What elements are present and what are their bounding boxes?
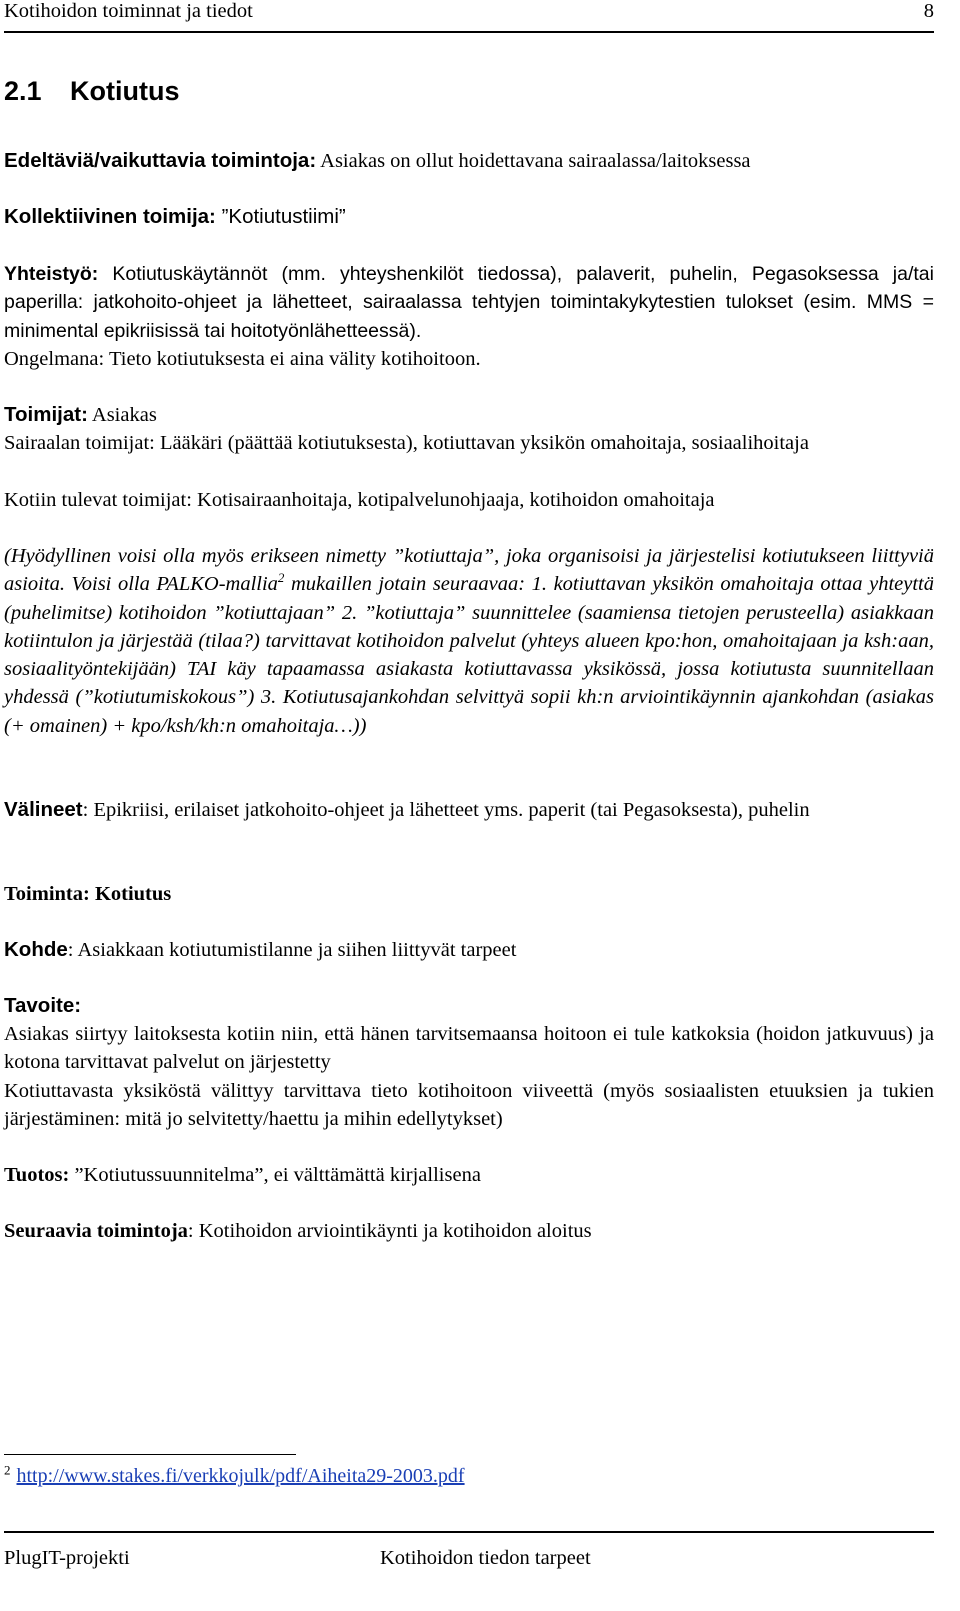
footnote-link[interactable]: http://www.stakes.fi/verkkojulk/pdf/Aiheita29-2003.pdf — [16, 1465, 465, 1487]
tuotos-paragraph — [4, 1161, 934, 1189]
tavoite-label: Tavoite: — [4, 994, 82, 1017]
yhteistyo-label: Yhteistyö: — [4, 263, 99, 285]
kohde-label: Kohde — [4, 938, 68, 961]
toimijat-text: Asiakas — [87, 404, 157, 426]
section-number: 2.1 — [4, 76, 42, 106]
tavoite-label-line — [4, 992, 934, 1020]
tuotos-text: ”Kotiutussuunnitelma”, ei välttämättä kirjallisena — [69, 1164, 481, 1186]
section-title: Kotiutus — [70, 76, 180, 106]
edeltavia-paragraph — [4, 147, 934, 175]
tavoite-line-2: Kotiuttavasta yksiköstä välittyy tarvittava tieto kotihoitoon viiveettä (myös sosiaalisten etuuksien ja tukien järjestäminen: mitä jo selvitetty/haettu ja mihin edellytykset) — [4, 1080, 934, 1131]
footer-center: Kotihoidon tiedon tarpeet — [380, 1547, 591, 1569]
toimijat-paragraph — [4, 401, 934, 429]
toimijat-label: Toimijat: — [4, 403, 88, 426]
tavoite-line-1: Asiakas siirtyy laitoksesta kotiin niin, että hänen tarvitsemaansa hoitoon ei tule katkoksia (hoidon jatkuvuus) ja kotona tarvittavat palvelut on järjestetty — [4, 1023, 934, 1074]
page-header — [4, 0, 934, 33]
yhteistyo-paragraph — [4, 260, 934, 345]
valineet-label: Välineet — [4, 798, 83, 821]
footnote-reference: 2 — [277, 570, 285, 586]
yhteistyo-problem: Ongelmana: Tieto kotiutuksesta ei aina välity kotihoitoon. — [4, 348, 481, 370]
footnote-separator — [4, 1454, 296, 1455]
kollektiivinen-label: Kollektiivinen toimija: — [4, 205, 216, 228]
seuraavia-label: Seuraavia toimintoja — [4, 1220, 188, 1242]
toimijat-hospital: Sairaalan toimijat: Lääkäri (päättää kotiutuksesta), kotiuttavan yksikön omahoitaja, sosiaalihoitaja — [4, 432, 809, 454]
edeltavia-text: Asiakas on ollut hoidettavana sairaalassa/laitoksessa — [316, 150, 751, 172]
toiminta-label: Toiminta: Kotiutus — [4, 883, 172, 905]
yhteistyo-text: Kotiutuskäytännöt (mm. yhteyshenkilöt tiedossa), palaverit, puhelin, Pegasoksessa ja/tai paperilla: jatkohoito-ohjeet ja lähetteet, sairaalassa tehtyjen toimintakykytestien tulokset (esim. MMS = minimental epikriisissä tai hoitotyönlähetteessä). — [4, 263, 934, 342]
toiminta-paragraph — [4, 880, 934, 908]
valineet-text: : Epikriisi, erilaiset jatkohoito-ohjeet ja lähetteet yms. paperit (tai Pegasoksesta), puhelin — [82, 799, 810, 821]
kohde-paragraph — [4, 936, 934, 964]
footnote-number: 2 — [4, 1462, 11, 1478]
seuraavia-paragraph — [4, 1217, 934, 1245]
kohde-text: : Asiakkaan kotiutumistilanne ja siihen liittyvät tarpeet — [67, 939, 517, 961]
kollektiivinen-text: ”Kotiutustiimi” — [215, 205, 346, 228]
footnote — [4, 1462, 465, 1488]
tuotos-label: Tuotos: — [4, 1164, 70, 1186]
seuraavia-text: : Kotihoidon arviointikäynti ja kotihoidon aloitus — [187, 1220, 592, 1242]
edeltavia-label: Edeltäviä/vaikuttavia toimintoja: — [4, 149, 317, 172]
toimijat-home: Kotiin tulevat toimijat: Kotisairaanhoitaja, kotipalvelunohjaaja, kotihoidon omahoitaja — [4, 489, 715, 511]
header-page-number: 8 — [923, 0, 934, 22]
valineet-paragraph — [4, 796, 934, 824]
footer-left: PlugIT-projekti — [4, 1547, 130, 1569]
kotiuttaja-note: (Hyödyllinen voisi olla myös erikseen nimetty ”kotiuttaja”, joka organisoisi ja järjestelisi kotiutukseen liittyviä asioita. Voisi olla PALKO-mallia$^2$ mukaillen jotain seuraavaa: 1. kotiuttavan yksikön omahoitaja ottaa yhteyttä (puhelimitse) kotihoidon ”kotiuttajaan” 2. ”kotiuttaja” suunnittelee (saamiensa tietojen perusteella) asiakkaan kotiintulon ja järjestää (tilaa?) tarvittavat kotihoidon palvelut (yhteys alueen kpo:hon, omahoitajaan ja ksh:aan, sosiaalityöntekijään) TAI käy tapaamassa asiakasta kotiuttavassa yksikössä, jossa kotiutusta suunnitellaan yhdessä (”kotiutumiskokous”) 3. Kotiutusajankohdan selvittyä sopii kh:n arviointikäynnin ajankohdan (asiakas (+ omainen) + kpo/ksh/kh:n omahoitaja…)) — [4, 545, 934, 737]
header-title: Kotihoidon toiminnat ja tiedot — [4, 0, 253, 22]
section-heading — [4, 76, 179, 107]
page-footer — [4, 1531, 934, 1573]
kollektiivinen-paragraph — [4, 203, 934, 231]
